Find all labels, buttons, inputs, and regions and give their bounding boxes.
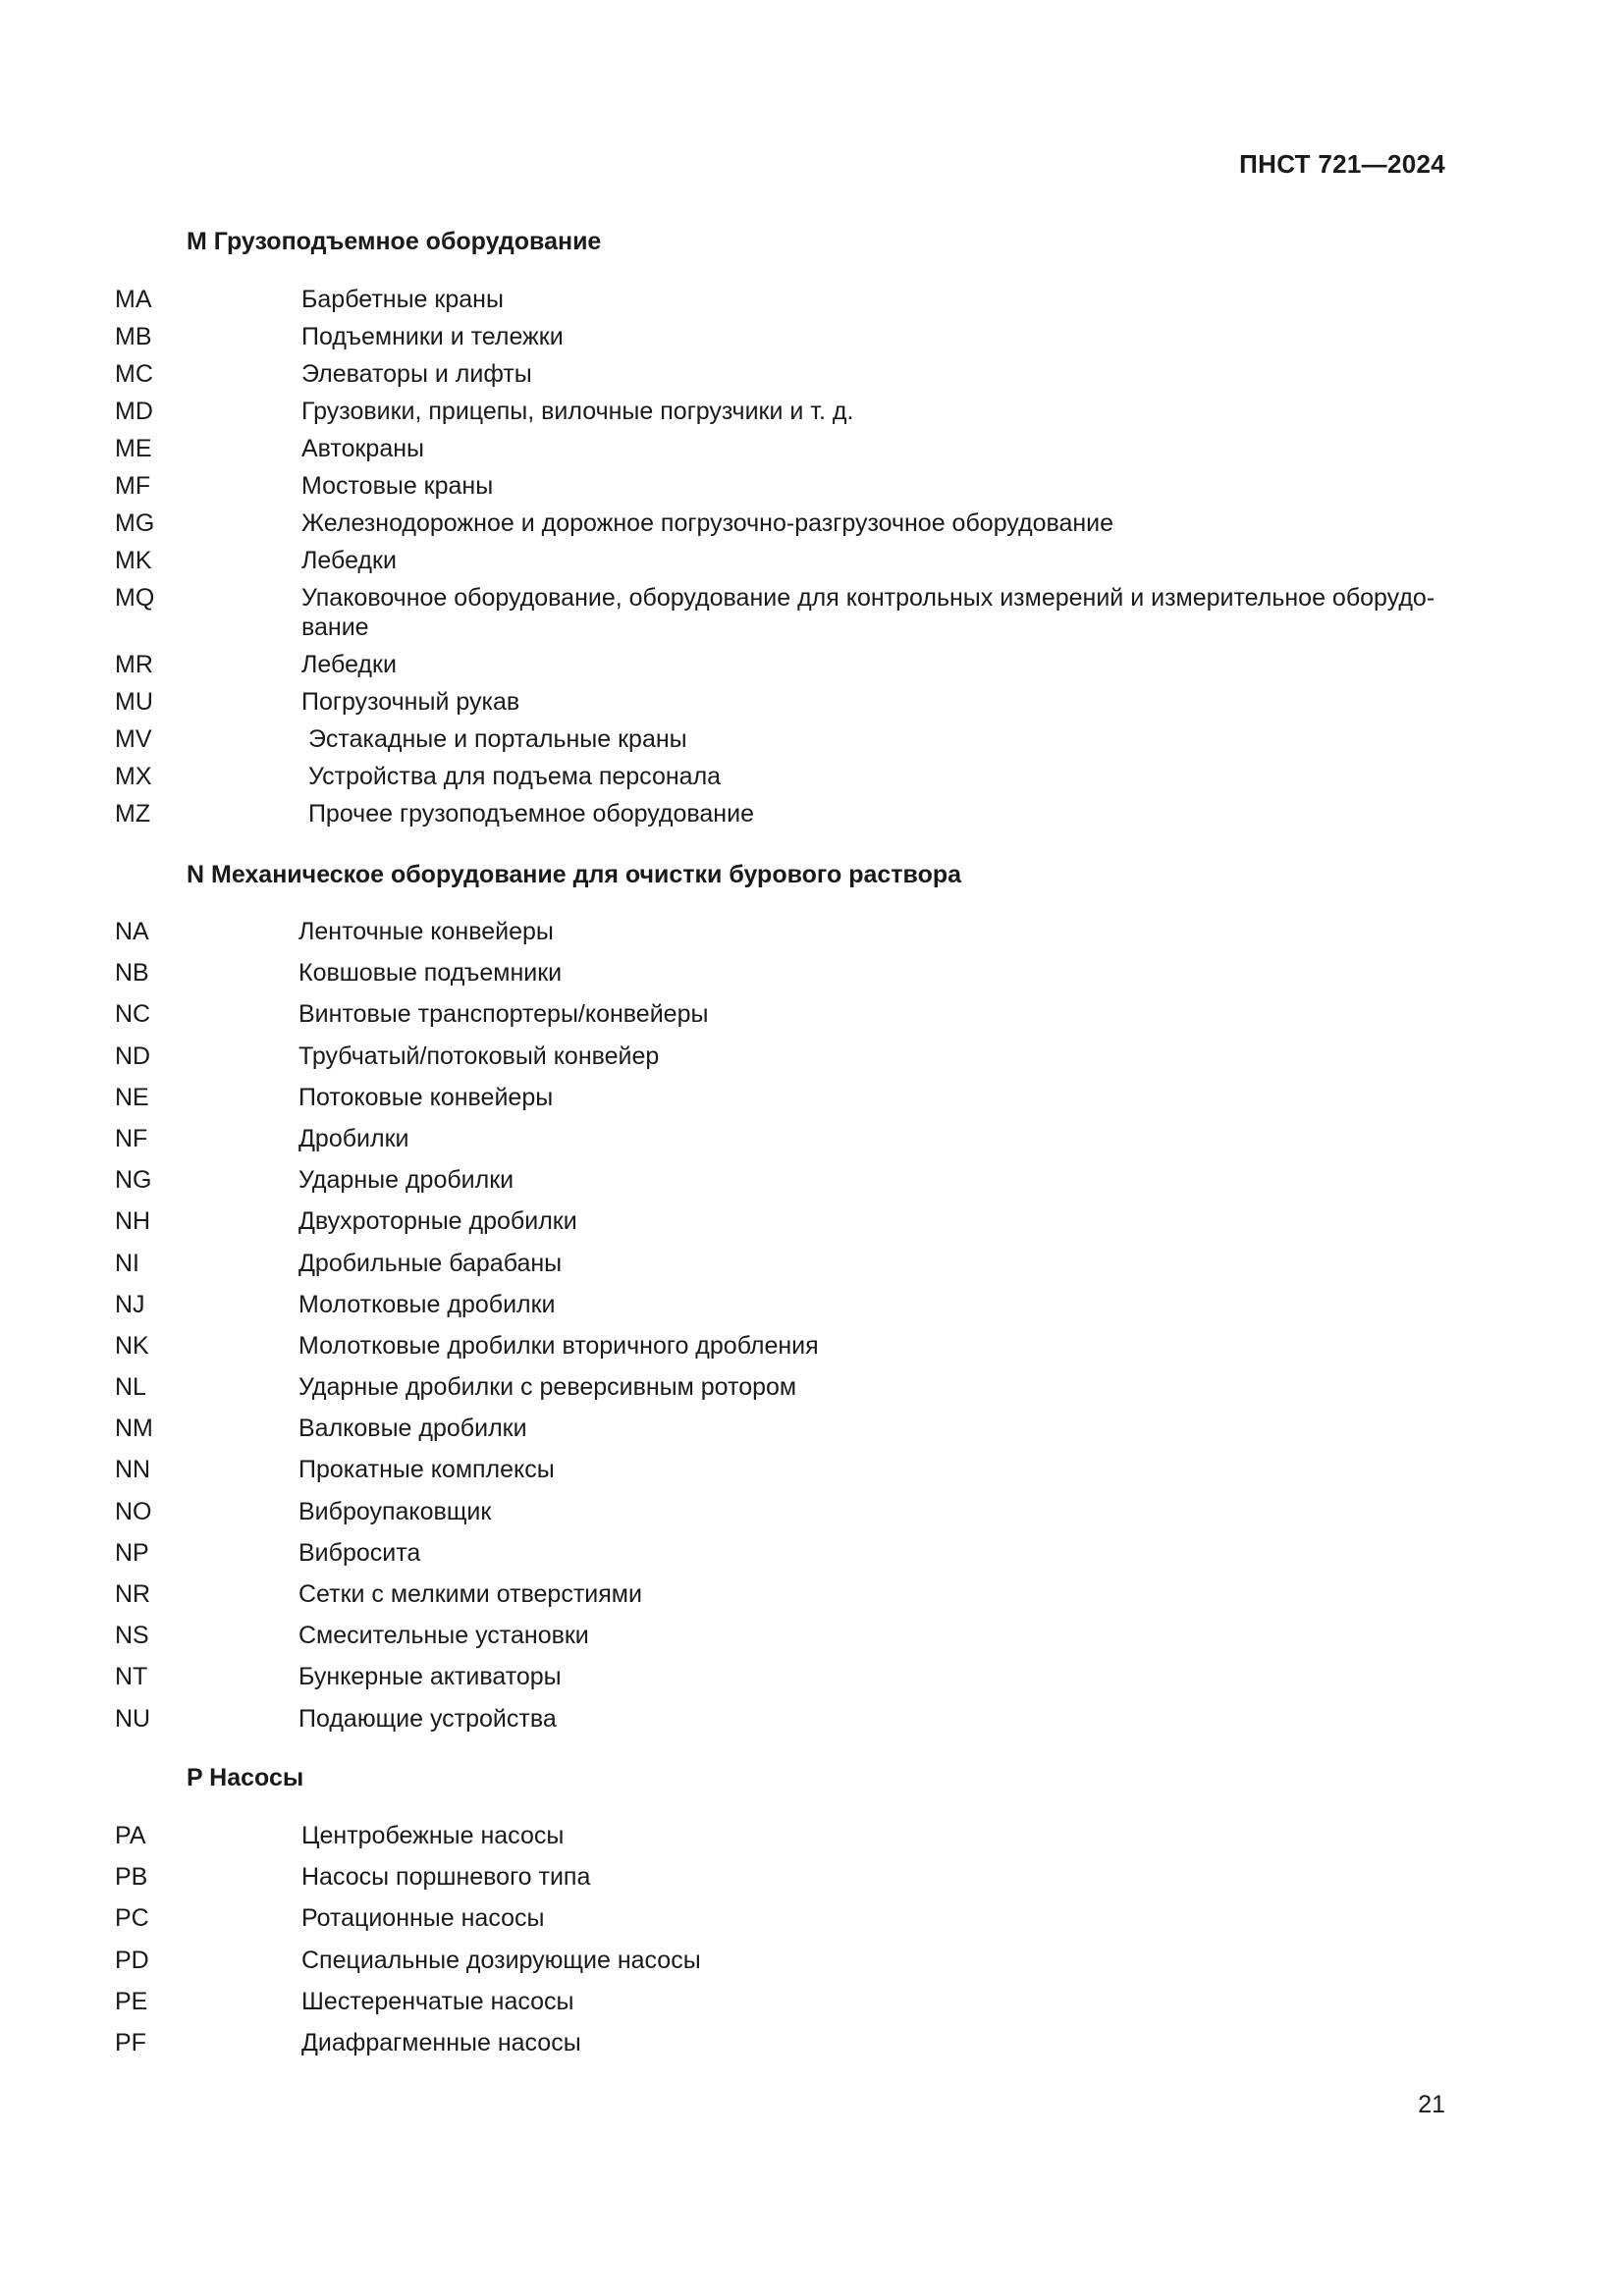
list-item: [115, 1704, 1450, 1745]
item-code: NL: [115, 1373, 146, 1402]
section-title-p: P Насосы: [187, 1764, 304, 1791]
item-code: PA: [115, 1822, 146, 1849]
list-item: [115, 650, 1450, 687]
item-text: Виброупаковщик: [298, 1497, 492, 1525]
item-text: Потоковые конвейеры: [298, 1083, 554, 1111]
item-text: Специальные дозирующие насосы: [301, 1946, 701, 1974]
list-item: [115, 724, 1450, 762]
list-item: [115, 1538, 1450, 1579]
list-item: [115, 1497, 1450, 1538]
list-item: [115, 799, 1450, 836]
list-item: [115, 1946, 1450, 1987]
item-text: Мостовые краны: [301, 472, 494, 500]
list-item: [115, 1372, 1450, 1414]
list-item: [115, 1249, 1450, 1290]
item-text: Трубчатый/потоковый конвейер: [298, 1041, 660, 1070]
list-item: [115, 762, 1450, 799]
item-code: NJ: [115, 1290, 145, 1318]
item-text: Ковшовые подъемники: [298, 959, 563, 988]
item-text: Автокраны: [301, 435, 424, 462]
item-text: Эстакадные и портальные краны: [301, 725, 687, 753]
list-item: [115, 1083, 1450, 1124]
item-text: Прокатные комплексы: [298, 1456, 555, 1484]
list-item: [115, 1621, 1450, 1662]
section-list-p: [115, 1821, 1450, 2069]
item-code: MR: [115, 651, 153, 678]
item-code: MU: [115, 688, 153, 716]
item-text: Устройства для подъема персонала: [301, 763, 722, 790]
item-text: Вибросита: [298, 1538, 421, 1567]
list-item: [115, 397, 1450, 434]
item-text: Дробильные барабаны: [298, 1249, 563, 1277]
item-code: ND: [115, 1041, 151, 1070]
item-text: Погрузочный рукав: [301, 688, 520, 716]
item-text-line-1: Упаковочное оборудование, оборудование для контрольных измерений и измерительное оборудо-: [301, 584, 1435, 612]
item-text: Элеваторы и лифты: [301, 360, 532, 388]
item-text: Ударные дробилки с реверсивным ротором: [298, 1373, 797, 1402]
item-text: Лебедки: [301, 547, 397, 574]
item-code: MK: [115, 547, 152, 574]
list-item: [115, 958, 1450, 999]
item-code: MB: [115, 323, 152, 350]
item-code: NA: [115, 918, 149, 945]
item-code: PF: [115, 2028, 146, 2056]
list-item: [115, 1124, 1450, 1165]
list-item: [115, 508, 1450, 546]
item-text: Прочее грузоподъемное оборудование: [301, 800, 754, 828]
list-item: [115, 1903, 1450, 1945]
item-code: MV: [115, 725, 152, 753]
list-item: [115, 1821, 1450, 1862]
item-text: Ленточные конвейеры: [298, 918, 554, 945]
list-item: [115, 917, 1450, 958]
item-text: Центробежные насосы: [301, 1822, 565, 1849]
item-code: NF: [115, 1124, 148, 1152]
item-code: NI: [115, 1249, 139, 1277]
item-code: MZ: [115, 800, 151, 828]
list-item: [115, 1579, 1450, 1621]
item-code: NK: [115, 1331, 149, 1360]
item-code: MX: [115, 763, 152, 790]
item-code: MF: [115, 472, 151, 500]
list-item: [115, 1414, 1450, 1455]
item-code: MG: [115, 509, 155, 537]
item-text: Смесительные установки: [298, 1622, 589, 1650]
item-text: Барбетные краны: [301, 286, 504, 313]
item-code: NM: [115, 1415, 153, 1443]
list-item: [115, 583, 1450, 650]
list-item: [115, 999, 1450, 1041]
list-item: [115, 687, 1450, 724]
section-title-n: N Механическое оборудование для очистки бурового раствора: [187, 861, 962, 888]
list-item: [115, 322, 1450, 359]
item-code: NE: [115, 1083, 149, 1111]
item-code: NT: [115, 1663, 148, 1691]
list-item: [115, 1290, 1450, 1331]
section-title-m: M Грузоподъемное оборудование: [187, 228, 602, 255]
item-code: ME: [115, 435, 152, 462]
item-text: Валковые дробилки: [298, 1415, 527, 1443]
list-item: [115, 1165, 1450, 1206]
section-list-m: [115, 285, 1450, 836]
list-item: [115, 2028, 1450, 2069]
item-text: Подающие устройства: [298, 1704, 557, 1733]
list-item: [115, 1662, 1450, 1703]
list-item: [115, 1041, 1450, 1083]
list-item: [115, 1455, 1450, 1496]
item-text: Винтовые транспортеры/конвейеры: [298, 1000, 709, 1029]
list-item: [115, 1331, 1450, 1372]
item-code: NH: [115, 1207, 151, 1236]
item-code: NR: [115, 1580, 151, 1608]
item-text: Дробилки: [298, 1124, 409, 1152]
list-item: [115, 1987, 1450, 2028]
section-list-n: [115, 917, 1450, 1745]
item-code: PE: [115, 1987, 148, 2015]
item-code: PC: [115, 1904, 149, 1933]
list-item: [115, 1206, 1450, 1248]
item-text: Бункерные активаторы: [298, 1663, 562, 1691]
item-text: Двухроторные дробилки: [298, 1207, 577, 1236]
item-text: Ротационные насосы: [301, 1904, 545, 1933]
item-code: NG: [115, 1166, 152, 1195]
list-item: [115, 1862, 1450, 1903]
item-code: MQ: [115, 584, 155, 612]
item-text: Молотковые дробилки: [298, 1290, 556, 1318]
list-item: [115, 434, 1450, 471]
item-code: NS: [115, 1622, 149, 1650]
item-text: [301, 583, 1450, 650]
item-code: NB: [115, 959, 149, 988]
item-code: NC: [115, 1000, 151, 1029]
item-code: NP: [115, 1538, 149, 1567]
item-text: Грузовики, прицепы, вилочные погрузчики и т. д.: [301, 398, 854, 425]
item-text: Сетки с мелкими отверстиями: [298, 1580, 642, 1608]
item-code: NO: [115, 1497, 152, 1525]
page-number: 21: [1418, 2091, 1445, 2118]
list-item: [115, 359, 1450, 397]
item-code: MC: [115, 360, 153, 388]
item-text: Диафрагменные насосы: [301, 2028, 581, 2056]
list-item: [115, 285, 1450, 322]
item-text: Шестеренчатые насосы: [301, 1987, 574, 2015]
item-code: NN: [115, 1456, 151, 1484]
item-code: PD: [115, 1946, 149, 1974]
list-item: [115, 471, 1450, 508]
item-text: Насосы поршневого типа: [301, 1863, 591, 1892]
document-id: ПНСТ 721—2024: [1239, 149, 1445, 179]
list-item: [115, 546, 1450, 583]
item-code: NU: [115, 1704, 151, 1733]
item-text: Молотковые дробилки вторичного дробления: [298, 1331, 819, 1360]
item-text: Ударные дробилки: [298, 1166, 514, 1195]
item-text: Железнодорожное и дорожное погрузочно-разгрузочное оборудование: [301, 509, 1114, 537]
item-text: Лебедки: [301, 651, 397, 678]
item-text: Подъемники и тележки: [301, 323, 564, 350]
item-code: MA: [115, 286, 152, 313]
item-code: MD: [115, 398, 153, 425]
item-code: PB: [115, 1863, 148, 1892]
item-text-line-2: вание: [301, 614, 369, 641]
